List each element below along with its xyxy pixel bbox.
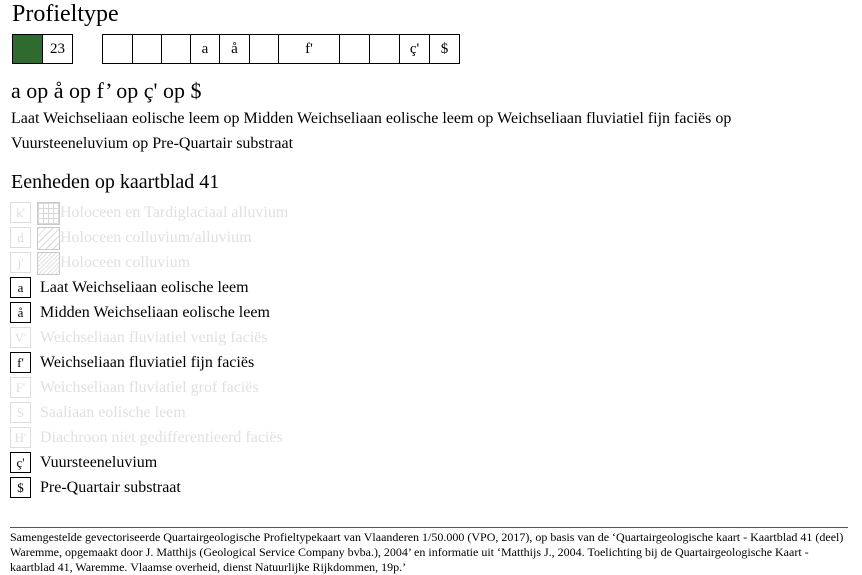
source-citation: Samengestelde gevectoriseerde Quartairgeologische Profieltypekaart van Vlaanderen 1/50.000 (VPO, 2017), op basis van de ‘Quartairgeologische kaart - Kaartblad 41 (deel) Waremme, opgemaakt door J. Matthijs (Geological Service Company bvba.), 2004’ en informatie uit ‘Matthijs J., 2004. Toelichting bij de Quartairgeologische Kaart - kaartblad 41, Waremme. Vlaamse overheid, dienst Natuurlijke Rijkdommen, 19p.’ xyxy=(10,530,844,574)
legend-item xyxy=(10,402,850,424)
profile-number: 23 xyxy=(42,34,73,64)
legend-symbol: V' xyxy=(10,327,31,348)
profile-layer-cell: $ xyxy=(429,34,460,64)
legend-label: Saaliaan eolische leem xyxy=(40,404,186,421)
legend-label: Weichseliaan fluviatiel fijn faciës xyxy=(40,354,255,371)
legend-symbol: j' xyxy=(10,252,31,273)
legend-label: Holoceen colluvium/alluvium xyxy=(60,229,252,246)
profile-layer-cell xyxy=(249,34,279,64)
legend-item xyxy=(10,252,850,274)
page-title: Profieltype xyxy=(12,1,119,27)
legend-item xyxy=(10,227,850,249)
legend-item xyxy=(10,452,850,474)
legend-item xyxy=(10,202,850,224)
legend-label: Holoceen en Tardiglaciaal alluvium xyxy=(60,204,289,221)
legend-symbol: f' xyxy=(10,352,31,373)
legend-item xyxy=(10,377,850,399)
legend-symbol: d xyxy=(10,227,31,248)
legend-pattern-swatch xyxy=(37,227,60,250)
legend-label: Laat Weichseliaan eolische leem xyxy=(40,279,249,296)
profile-layer-cell xyxy=(369,34,400,64)
legend-symbol: $ xyxy=(10,477,31,498)
profile-layer-cell xyxy=(161,34,191,64)
legend-label: Midden Weichseliaan eolische leem xyxy=(40,304,270,321)
legend-label: Pre-Quartair substraat xyxy=(40,479,181,496)
profile-color-swatch xyxy=(12,34,43,64)
profile-description: Laat Weichseliaan eolische leem op Midden Weichseliaan eolische leem op Weichseliaan fluviatiel fijn faciës op Vuursteeneluvium op Pre-Quartair substraat xyxy=(11,110,732,152)
profile-layer-cell: ç' xyxy=(399,34,430,64)
profile-layer-cell: a xyxy=(190,34,220,64)
profile-code-heading: a op å op f’ op ç' op $ xyxy=(11,78,202,103)
legend-pattern-swatch xyxy=(37,202,60,225)
profile-layer-cell: å xyxy=(219,34,250,64)
legend-label: Weichseliaan fluviatiel venig faciës xyxy=(40,329,268,346)
legend-label: Vuursteeneluvium xyxy=(40,454,158,471)
legend-pattern-swatch xyxy=(37,252,60,275)
profile-layer-cell: f' xyxy=(278,34,340,64)
legend-label: Holoceen colluvium xyxy=(60,254,191,271)
profile-layer-cell xyxy=(102,34,133,64)
legend-item xyxy=(10,302,850,324)
legend-symbol: F' xyxy=(10,377,31,398)
profile-layer-cell xyxy=(132,34,162,64)
legend-label: Diachroon niet gedifferentieerd faciës xyxy=(40,429,283,446)
profile-layer-cell xyxy=(339,34,370,64)
legend-label: Weichseliaan fluviatiel grof faciës xyxy=(40,379,259,396)
legend-symbol: å xyxy=(10,302,31,323)
legend-symbol: k' xyxy=(10,202,31,223)
legend-item xyxy=(10,477,850,499)
legend-item xyxy=(10,427,850,449)
legend-symbol: H' xyxy=(10,427,31,448)
legend-symbol: a xyxy=(10,277,31,298)
legend-item xyxy=(10,277,850,299)
legend-symbol: S xyxy=(10,402,31,423)
legend-symbol: ç' xyxy=(10,452,31,473)
footer-divider xyxy=(10,527,848,528)
legend-item xyxy=(10,352,850,374)
legend-item xyxy=(10,327,850,349)
units-heading: Eenheden op kaartblad 41 xyxy=(11,171,220,193)
